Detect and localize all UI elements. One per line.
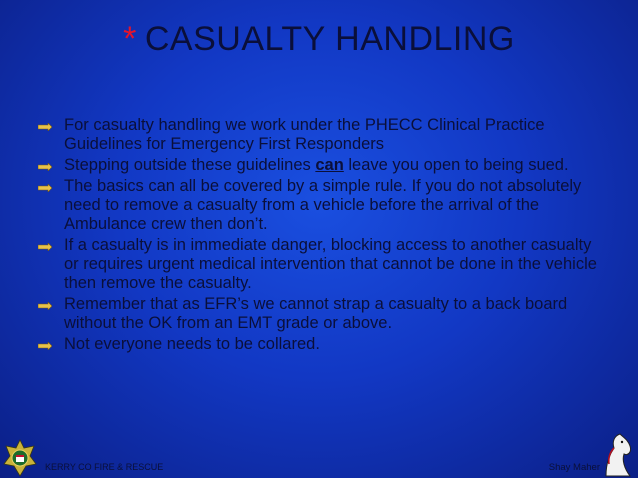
- bullet-item: [38, 156, 598, 175]
- footer-author: Shay Maher: [548, 462, 600, 473]
- bullet-text-post: leave you open to being sued.: [343, 156, 569, 174]
- bullet-item: [38, 177, 598, 234]
- arrow-bullet-icon: [38, 163, 52, 171]
- title-star: *: [123, 20, 137, 58]
- arrow-bullet-icon: [38, 184, 52, 192]
- footer-organization: KERRY CO FIRE & RESCUE: [45, 462, 164, 472]
- bullet-text: If a casualty is in immediate danger, blocking access to another casualty or requires urgent medical intervention that cannot be done in the vehicle then remove the casualty.: [64, 236, 597, 292]
- bullet-item: [38, 335, 598, 354]
- bullet-list: [38, 116, 598, 356]
- horse-emblem-icon: [600, 432, 636, 478]
- bullet-text: Remember that as EFR’s we cannot strap a casualty to a back board without the OK from an EMT grade or above.: [64, 295, 568, 332]
- bullet-text: The basics can all be covered by a simple rule. If you do not absolutely need to remove a casualty from a vehicle before the arrival of the Ambulance crew then don’t.: [64, 177, 582, 233]
- arrow-bullet-icon: [38, 123, 52, 131]
- title-text: CASUALTY HANDLING: [144, 20, 515, 58]
- slide-title: [0, 20, 638, 59]
- arrow-bullet-icon: [38, 302, 52, 310]
- bullet-item: [38, 116, 598, 154]
- bullet-text: Not everyone needs to be collared.: [64, 335, 320, 353]
- fire-rescue-crest-icon: [2, 438, 38, 478]
- arrow-bullet-icon: [38, 342, 52, 350]
- emphasis-can: can: [315, 156, 344, 174]
- bullet-item: [38, 295, 598, 333]
- arrow-bullet-icon: [38, 243, 52, 251]
- bullet-text-pre: Stepping outside these guidelines: [64, 156, 316, 174]
- bullet-item: [38, 236, 598, 293]
- bullet-text: For casualty handling we work under the PHECC Clinical Practice Guidelines for Emergency First Responders: [64, 116, 545, 153]
